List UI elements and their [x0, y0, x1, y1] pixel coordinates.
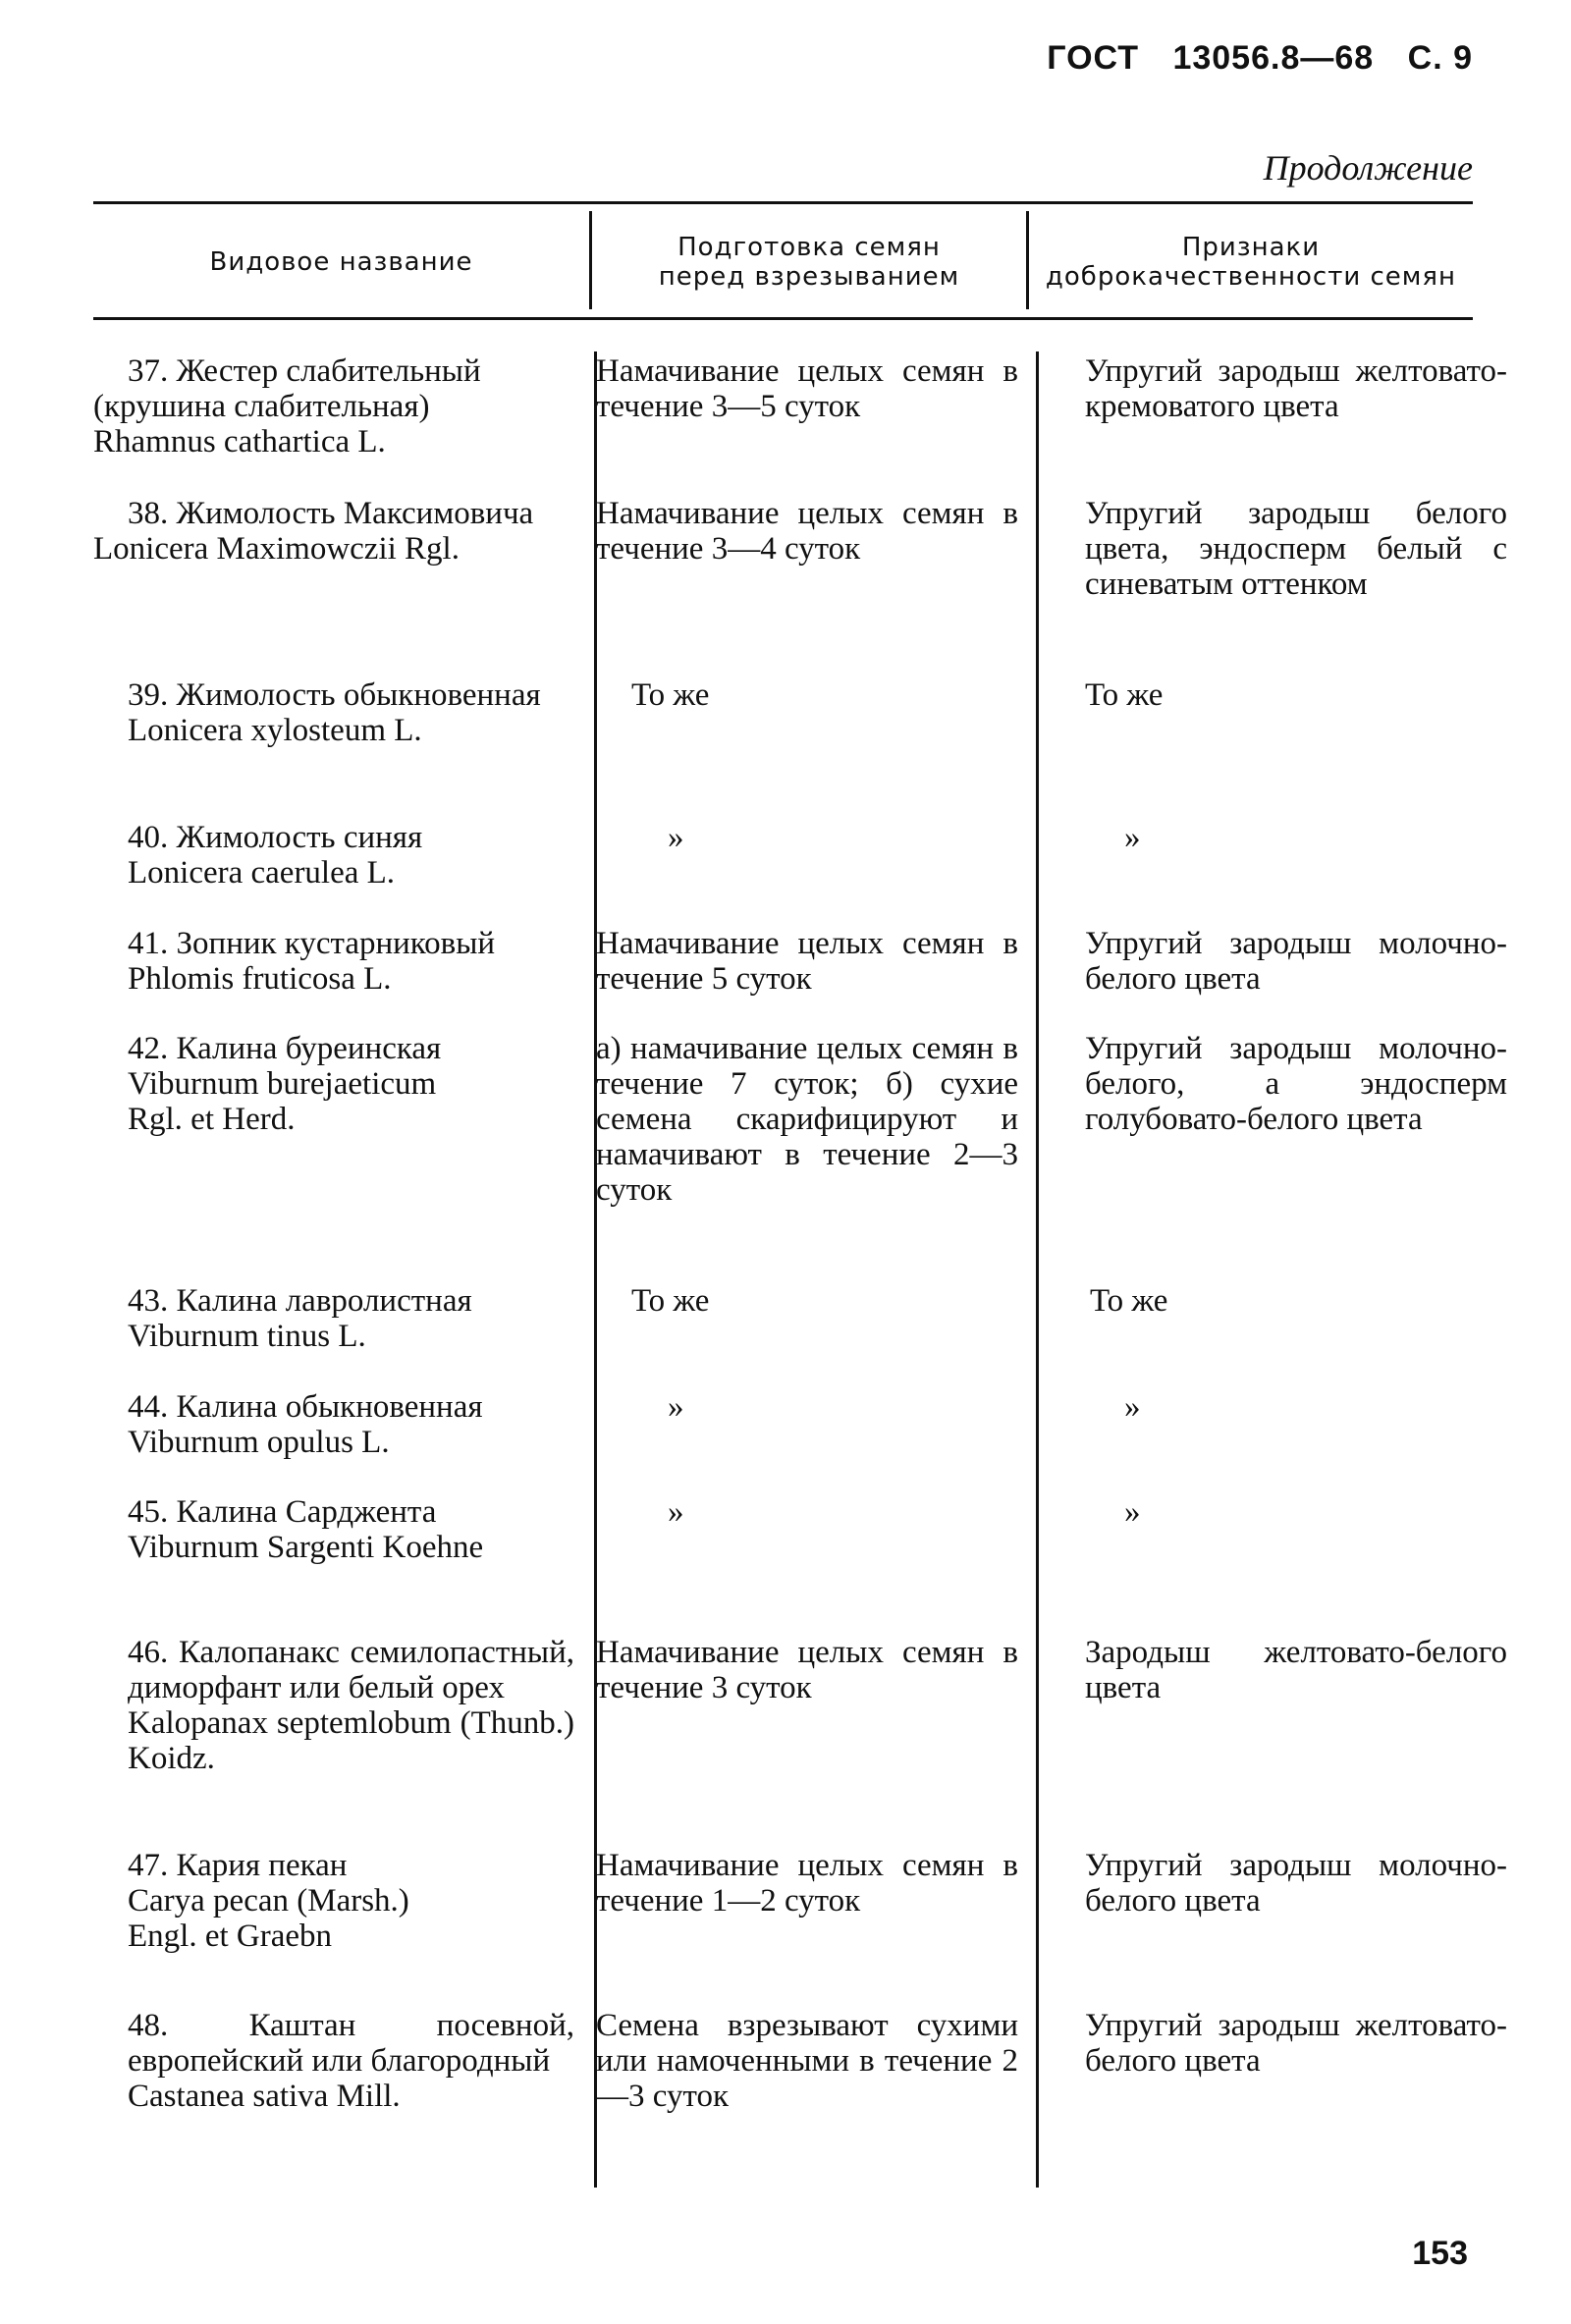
preparation-cell: Намачивание целых семян в течение 3—5 суток — [596, 353, 1018, 424]
page-number: 153 — [1412, 2235, 1468, 2272]
species-cell: 46. Калопанакс семилопастный, диморфант или белый орех Kalopanax septemlobum (Thunb.) Koidz. — [128, 1635, 574, 1776]
preparation-cell: Намачивание целых семян в течение 3 суток — [596, 1635, 1018, 1705]
quality-cell: » — [1124, 1494, 1141, 1530]
column-header-species: Видовое название — [209, 247, 473, 277]
preparation-cell: » — [668, 1389, 684, 1425]
preparation-cell: То же — [631, 1283, 710, 1319]
species-cell: 40. Жимолость синяя Lonicera caerulea L. — [128, 820, 423, 891]
column-header-preparation — [592, 218, 1026, 306]
species-cell: 44. Калина обыкновенная Viburnum opulus L. — [128, 1389, 483, 1460]
preparation-cell: Семена взрезывают сухими или намоченными в течение 2—3 суток — [596, 2008, 1018, 2114]
quality-cell: Упругий зародыш молочно-белого цвета — [1085, 926, 1507, 997]
quality-cell: Зародыш желтовато-белого цвета — [1085, 1635, 1507, 1705]
page-header — [1023, 39, 1473, 78]
column-header-quality — [1029, 218, 1473, 306]
table-header-rule — [93, 317, 1473, 320]
quality-cell: Упругий зародыш молочно-белого, а эндосперм голубовато-белого цвета — [1085, 1031, 1507, 1137]
gost-label: ГОСТ — [1047, 39, 1139, 77]
species-cell: 42. Калина буреинская Viburnum burejaeticum Rgl. et Herd. — [128, 1031, 442, 1137]
species-cell: 47. Кария пекан Carya pecan (Marsh.) Engl. et Graebn — [128, 1848, 409, 1954]
species-cell: 41. Зопник кустарниковый Phlomis fruticosa L. — [128, 926, 496, 997]
quality-cell: То же — [1085, 677, 1164, 713]
table-top-rule — [93, 201, 1473, 204]
quality-cell: » — [1124, 1389, 1141, 1425]
gost-number: 13056.8—68 — [1172, 39, 1375, 77]
preparation-cell: » — [668, 820, 684, 855]
preparation-cell: То же — [631, 677, 710, 713]
column-header-preparation-line-2: перед взрезыванием — [658, 262, 960, 292]
species-cell: 39. Жимолость обыкновенная Lonicera xylosteum L. — [128, 677, 541, 748]
preparation-cell: Намачивание целых семян в течение 3—4 суток — [596, 496, 1018, 567]
species-cell: 38. Жимолость Максимовича Lonicera Maximowczii Rgl. — [93, 496, 534, 567]
species-cell: 48. Каштан посевной, европейский или благородный Castanea sativa Mill. — [128, 2008, 574, 2114]
quality-cell: То же — [1090, 1283, 1168, 1319]
preparation-cell: » — [668, 1494, 684, 1530]
quality-cell: Упругий зародыш молочно-белого цвета — [1085, 1848, 1507, 1919]
quality-cell: Упругий зародыш белого цвета, эндосперм белый с синеватым оттенком — [1085, 496, 1507, 602]
quality-cell: » — [1124, 820, 1141, 855]
column-header-preparation-line-1: Подготовка семян — [677, 233, 941, 262]
quality-cell: Упругий зародыш желтовато-кремоватого цвета — [1085, 353, 1507, 424]
continuation-label: Продолжение — [1263, 148, 1473, 188]
preparation-cell: Намачивание целых семян в течение 5 суток — [596, 926, 1018, 997]
column-divider-2 — [1036, 351, 1039, 2188]
species-cell: 43. Калина лавролистная Viburnum tinus L. — [128, 1283, 472, 1354]
column-header-quality-line-2: доброкачественности семян — [1045, 262, 1457, 292]
column-header-quality-line-1: Признаки — [1181, 233, 1321, 262]
preparation-cell: а) намачивание целых семян в течение 7 суток; б) сухие семена скарифицируют и намачивают в течение 2—3 суток — [596, 1031, 1018, 1208]
quality-cell: Упругий зародыш желтовато-белого цвета — [1085, 2008, 1507, 2079]
preparation-cell: Намачивание целых семян в течение 1—2 суток — [596, 1848, 1018, 1919]
species-cell: 37. Жестер слабительный (крушина слабительная) Rhamnus cathartica L. — [93, 353, 481, 459]
gost-page: С. 9 — [1407, 39, 1473, 77]
species-cell: 45. Калина Сарджента Viburnum Sargenti Koehne — [128, 1494, 484, 1565]
